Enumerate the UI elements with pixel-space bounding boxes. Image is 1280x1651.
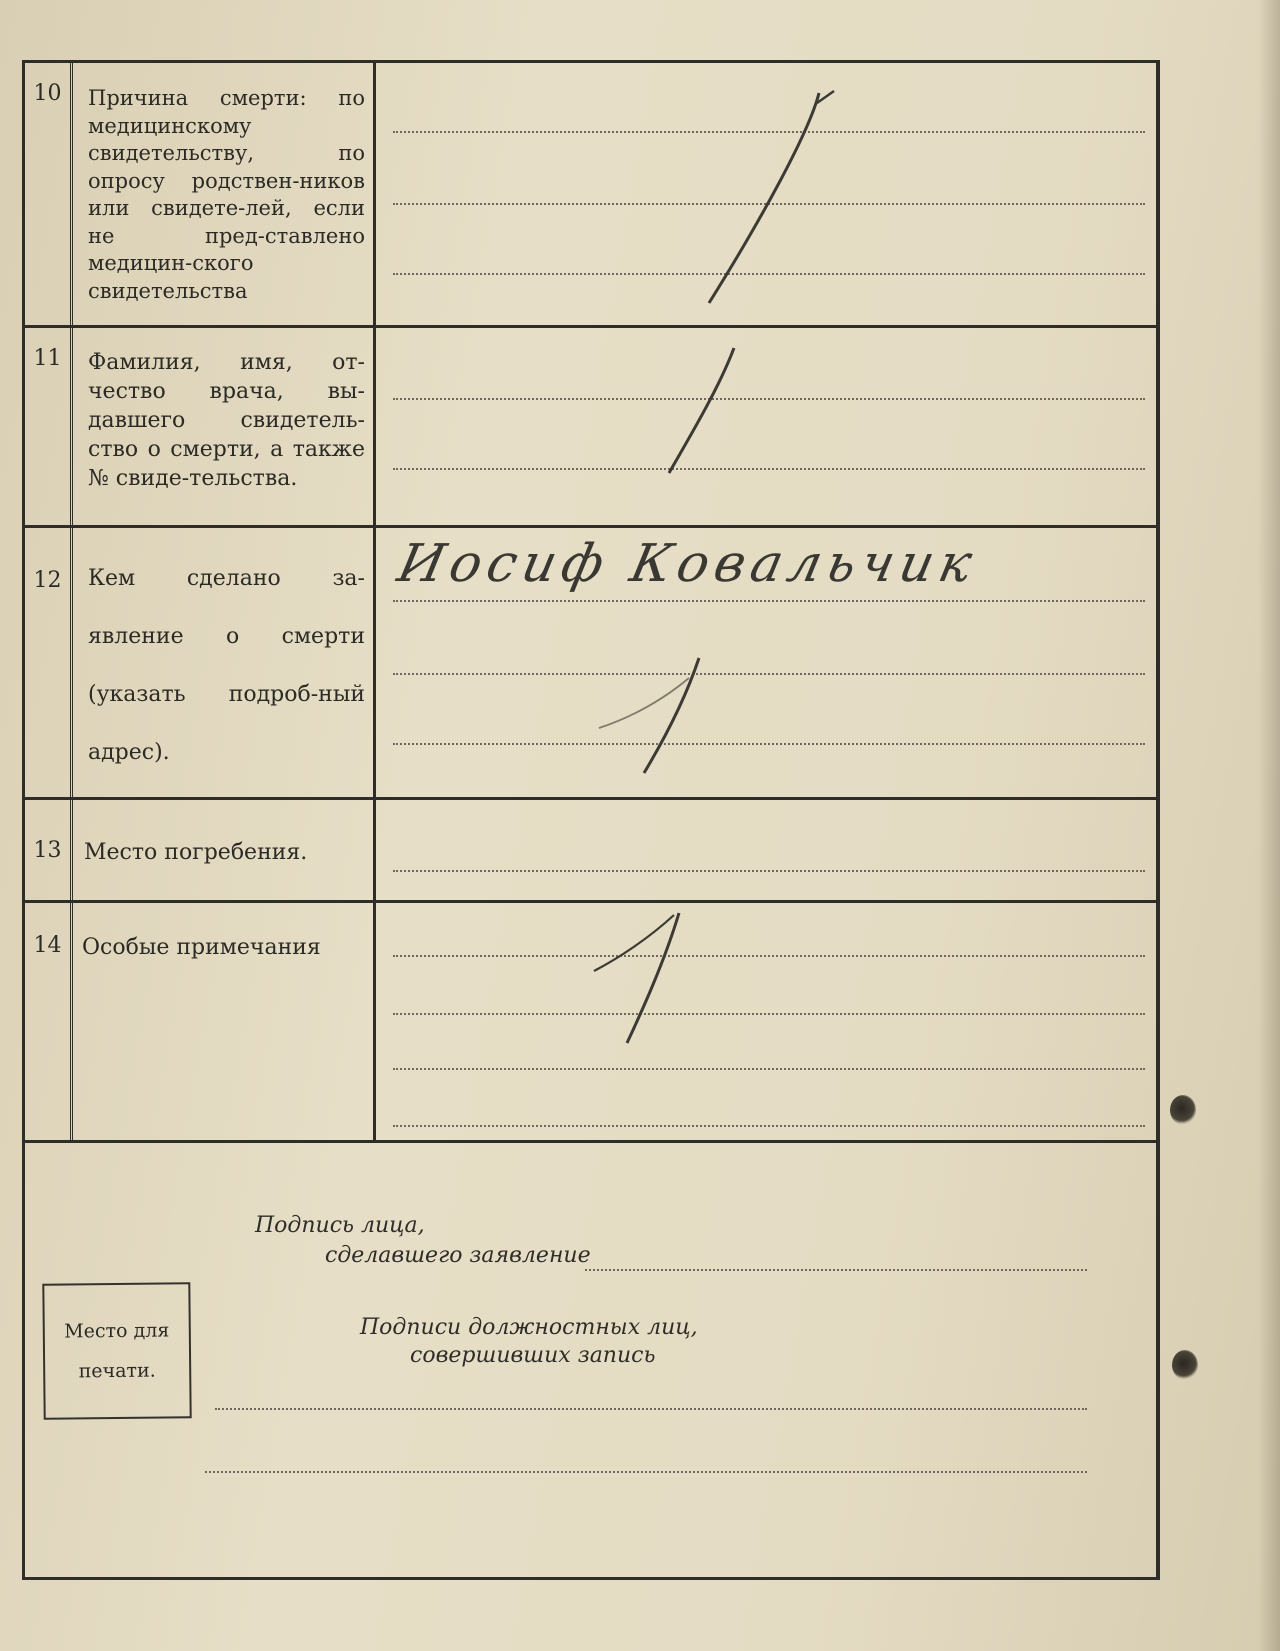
handwritten-applicant-name: Иосиф Ковальчик	[392, 534, 984, 594]
row-number: 10	[25, 63, 73, 325]
row-label: Фамилия, имя, от-чество врача, вы-давшего свидетель-ство о смерти, а также № свиде-тельства.	[76, 328, 376, 525]
form-table	[22, 60, 1160, 1580]
binder-hole	[1170, 1095, 1196, 1125]
row-number: 12	[25, 528, 73, 797]
binder-hole	[1172, 1350, 1198, 1380]
row-value	[379, 800, 1157, 900]
table-row	[25, 63, 1157, 328]
row-label: Особые примечания	[76, 903, 376, 1140]
row-value	[379, 63, 1157, 325]
officials-signature-line-2[interactable]	[205, 1471, 1087, 1473]
table-row	[25, 328, 1157, 528]
handwritten-dash-mark	[379, 328, 1157, 525]
row-number: 13	[25, 800, 73, 900]
row-value	[379, 903, 1157, 1140]
applicant-signature-label-2: сделавшего заявление	[325, 1243, 591, 1268]
table-row	[25, 528, 1157, 800]
signature-section	[25, 1143, 1157, 1577]
officials-signature-line[interactable]	[215, 1408, 1087, 1410]
row-value	[379, 528, 1157, 797]
row-label: Кем сделано за-явление о смерти (указать подроб-ный адрес).	[76, 528, 376, 797]
table-row	[25, 800, 1157, 903]
stamp-placeholder-box	[42, 1282, 191, 1420]
applicant-signature-label: Подпись лица,	[255, 1213, 425, 1238]
stamp-label: Место для	[64, 1319, 170, 1343]
row-label: Причина смерти: по медицинскому свидетельству, по опросу родствен-ников или свидете-лей, если не пред-ставлено медицин-ского свидетельства	[76, 63, 376, 325]
row-value	[379, 328, 1157, 525]
table-row	[25, 903, 1157, 1143]
row-number: 14	[25, 903, 73, 1140]
applicant-signature-line[interactable]	[585, 1269, 1087, 1271]
stamp-label-2: печати.	[78, 1359, 156, 1383]
handwritten-dash-mark	[379, 528, 1157, 797]
row-number: 11	[25, 328, 73, 525]
page-edge-shadow	[1258, 0, 1280, 1651]
dotted-line	[393, 870, 1145, 872]
officials-signature-label-2: совершивших запись	[410, 1343, 656, 1368]
row-label: Место погребения.	[76, 800, 376, 900]
officials-signature-label: Подписи должностных лиц,	[360, 1315, 698, 1340]
handwritten-dash-mark	[379, 903, 1157, 1140]
handwritten-dash-mark	[379, 63, 1157, 325]
